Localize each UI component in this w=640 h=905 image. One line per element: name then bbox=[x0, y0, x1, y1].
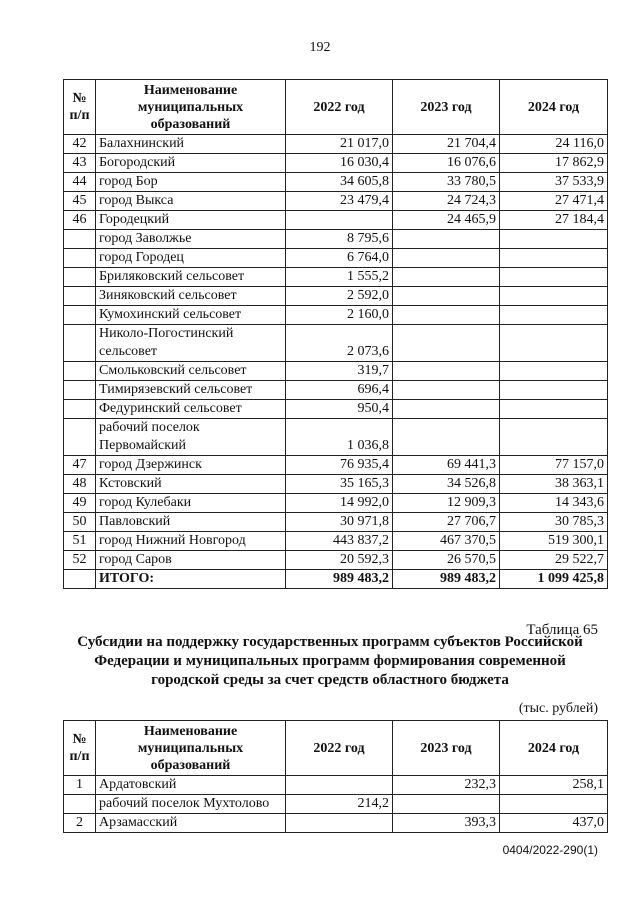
row-name: Смольковский сельсовет bbox=[96, 362, 286, 381]
row-2023 bbox=[393, 230, 500, 249]
row-number: 49 bbox=[64, 494, 96, 513]
row-2022: 35 165,3 bbox=[286, 475, 393, 494]
row-2023: 26 570,5 bbox=[393, 551, 500, 570]
row-2023: 16 076,6 bbox=[393, 154, 500, 173]
row-2024 bbox=[500, 362, 608, 381]
row-number bbox=[64, 230, 96, 249]
row-2024: 24 116,0 bbox=[500, 135, 608, 154]
row-2023 bbox=[393, 325, 500, 362]
row-2024 bbox=[500, 230, 608, 249]
row-name: Федуринский сельсовет bbox=[96, 400, 286, 419]
table-title: Субсидии на поддержку государственных программ субъектов Российской Федерации и муниципальных программ формирования современной городской среды за счет средств областного бюджета bbox=[77, 634, 583, 688]
row-2024 bbox=[500, 381, 608, 400]
header-2022: 2022 год bbox=[286, 80, 393, 135]
header-num: № п/п bbox=[64, 721, 96, 776]
row-name: город Заволжье bbox=[96, 230, 286, 249]
row-2022: 2 073,6 bbox=[286, 325, 393, 362]
row-2023: 12 909,3 bbox=[393, 494, 500, 513]
subsidies-table-65 bbox=[63, 720, 608, 833]
row-number bbox=[64, 795, 96, 814]
row-name: город Нижний Новгород bbox=[96, 532, 286, 551]
row-2023 bbox=[393, 249, 500, 268]
total-2024: 1 099 425,8 bbox=[500, 570, 608, 589]
row-number bbox=[64, 381, 96, 400]
header-name: Наименование муниципальных образований bbox=[96, 721, 286, 776]
row-name: Городецкий bbox=[96, 211, 286, 230]
total-2023: 989 483,2 bbox=[393, 570, 500, 589]
row-name: Кстовский bbox=[96, 475, 286, 494]
row-2024 bbox=[500, 325, 608, 362]
row-name: рабочий поселок Мухтолово bbox=[96, 795, 286, 814]
table-row bbox=[64, 532, 608, 551]
row-2024: 519 300,1 bbox=[500, 532, 608, 551]
table-row bbox=[64, 173, 608, 192]
row-2022: 34 605,8 bbox=[286, 173, 393, 192]
row-2023 bbox=[393, 362, 500, 381]
row-2024: 38 363,1 bbox=[500, 475, 608, 494]
row-name: Арзамасский bbox=[96, 814, 286, 833]
row-2022: 950,4 bbox=[286, 400, 393, 419]
row-2023: 24 465,9 bbox=[393, 211, 500, 230]
row-2024: 29 522,7 bbox=[500, 551, 608, 570]
row-2024 bbox=[500, 419, 608, 456]
row-2023: 33 780,5 bbox=[393, 173, 500, 192]
row-2023 bbox=[393, 419, 500, 456]
row-2022: 2 160,0 bbox=[286, 306, 393, 325]
row-name: Бриляковский сельсовет bbox=[96, 268, 286, 287]
header-2022: 2022 год bbox=[286, 721, 393, 776]
table-row bbox=[64, 381, 608, 400]
table-row bbox=[64, 249, 608, 268]
row-2024 bbox=[500, 268, 608, 287]
row-2022: 6 764,0 bbox=[286, 249, 393, 268]
row-number: 51 bbox=[64, 532, 96, 551]
row-2024: 437,0 bbox=[500, 814, 608, 833]
table-row bbox=[64, 192, 608, 211]
row-number: 45 bbox=[64, 192, 96, 211]
table-body bbox=[64, 776, 608, 833]
row-2023: 232,3 bbox=[393, 776, 500, 795]
row-2023 bbox=[393, 400, 500, 419]
row-2024: 17 862,9 bbox=[500, 154, 608, 173]
total-row bbox=[64, 570, 608, 589]
row-2024: 27 471,4 bbox=[500, 192, 608, 211]
row-number bbox=[64, 400, 96, 419]
row-name: Зиняковский сельсовет bbox=[96, 287, 286, 306]
row-2022 bbox=[286, 776, 393, 795]
row-2024 bbox=[500, 306, 608, 325]
total-label: ИТОГО: bbox=[96, 570, 286, 589]
table-row bbox=[64, 211, 608, 230]
row-number bbox=[64, 287, 96, 306]
table-row bbox=[64, 551, 608, 570]
row-name: город Городец bbox=[96, 249, 286, 268]
row-number bbox=[64, 419, 96, 456]
row-2022: 696,4 bbox=[286, 381, 393, 400]
row-number: 48 bbox=[64, 475, 96, 494]
row-2023: 21 704,4 bbox=[393, 135, 500, 154]
row-name: Тимирязевский сельсовет bbox=[96, 381, 286, 400]
row-number bbox=[64, 325, 96, 362]
row-2022: 443 837,2 bbox=[286, 532, 393, 551]
table-row bbox=[64, 494, 608, 513]
table-row bbox=[64, 776, 608, 795]
row-2024 bbox=[500, 795, 608, 814]
row-2024: 30 785,3 bbox=[500, 513, 608, 532]
row-name: город Кулебаки bbox=[96, 494, 286, 513]
row-2022: 16 030,4 bbox=[286, 154, 393, 173]
row-2023: 69 441,3 bbox=[393, 456, 500, 475]
row-2022: 1 036,8 bbox=[286, 419, 393, 456]
table-row bbox=[64, 795, 608, 814]
header-2023: 2023 год bbox=[393, 80, 500, 135]
row-2024: 14 343,6 bbox=[500, 494, 608, 513]
header-2024: 2024 год bbox=[500, 721, 608, 776]
total-2022: 989 483,2 bbox=[286, 570, 393, 589]
row-2022: 30 971,8 bbox=[286, 513, 393, 532]
row-2023: 34 526,8 bbox=[393, 475, 500, 494]
table-row bbox=[64, 475, 608, 494]
row-2022: 319,7 bbox=[286, 362, 393, 381]
row-number: 47 bbox=[64, 456, 96, 475]
table-row bbox=[64, 135, 608, 154]
row-2022: 2 592,0 bbox=[286, 287, 393, 306]
row-2022: 23 479,4 bbox=[286, 192, 393, 211]
row-number: 52 bbox=[64, 551, 96, 570]
row-2024: 258,1 bbox=[500, 776, 608, 795]
header-2024: 2024 год bbox=[500, 80, 608, 135]
table-row bbox=[64, 456, 608, 475]
row-2024 bbox=[500, 249, 608, 268]
table-row bbox=[64, 513, 608, 532]
row-2023: 393,3 bbox=[393, 814, 500, 833]
row-2022: 76 935,4 bbox=[286, 456, 393, 475]
row-name: рабочий поселок Первомайский bbox=[96, 419, 286, 456]
row-name: город Саров bbox=[96, 551, 286, 570]
table-label: Таблица 65 bbox=[526, 622, 598, 638]
row-number bbox=[64, 249, 96, 268]
table-row bbox=[64, 419, 608, 456]
row-2023: 24 724,3 bbox=[393, 192, 500, 211]
row-2022: 214,2 bbox=[286, 795, 393, 814]
row-name: Николо-Погостинский сельсовет bbox=[96, 325, 286, 362]
row-2024: 77 157,0 bbox=[500, 456, 608, 475]
table-row bbox=[64, 306, 608, 325]
row-2023: 467 370,5 bbox=[393, 532, 500, 551]
table-body bbox=[64, 135, 608, 570]
row-2023: 27 706,7 bbox=[393, 513, 500, 532]
row-name: город Бор bbox=[96, 173, 286, 192]
subsidies-table-continued bbox=[63, 79, 608, 589]
table-row bbox=[64, 362, 608, 381]
row-name: город Дзержинск bbox=[96, 456, 286, 475]
row-number: 44 bbox=[64, 173, 96, 192]
row-name: Богородский bbox=[96, 154, 286, 173]
row-2024: 37 533,9 bbox=[500, 173, 608, 192]
header-num: № п/п bbox=[64, 80, 96, 135]
row-number: 42 bbox=[64, 135, 96, 154]
row-2023 bbox=[393, 795, 500, 814]
table-row bbox=[64, 325, 608, 362]
row-name: Павловский bbox=[96, 513, 286, 532]
row-name: Балахнинский bbox=[96, 135, 286, 154]
table-row bbox=[64, 154, 608, 173]
table-row bbox=[64, 287, 608, 306]
units-label: (тыс. рублей) bbox=[518, 701, 598, 716]
row-name: Ардатовский bbox=[96, 776, 286, 795]
row-2023 bbox=[393, 268, 500, 287]
header-name: Наименование муниципальных образований bbox=[96, 80, 286, 135]
row-2022: 14 992,0 bbox=[286, 494, 393, 513]
row-2024: 27 184,4 bbox=[500, 211, 608, 230]
row-number bbox=[64, 268, 96, 287]
row-number: 50 bbox=[64, 513, 96, 532]
row-number: 46 bbox=[64, 211, 96, 230]
row-2023 bbox=[393, 381, 500, 400]
row-2023 bbox=[393, 306, 500, 325]
table-row bbox=[64, 268, 608, 287]
page-number: 192 bbox=[309, 40, 331, 55]
row-2024 bbox=[500, 287, 608, 306]
table-row bbox=[64, 230, 608, 249]
row-2022: 21 017,0 bbox=[286, 135, 393, 154]
header-2023: 2023 год bbox=[393, 721, 500, 776]
table-row bbox=[64, 400, 608, 419]
row-2022: 8 795,6 bbox=[286, 230, 393, 249]
row-2022 bbox=[286, 211, 393, 230]
row-number: 1 bbox=[64, 776, 96, 795]
row-name: город Выкса bbox=[96, 192, 286, 211]
row-2022 bbox=[286, 814, 393, 833]
row-number: 2 bbox=[64, 814, 96, 833]
document-code: 0404/2022-290(1) bbox=[502, 843, 598, 857]
row-2022: 20 592,3 bbox=[286, 551, 393, 570]
row-number: 43 bbox=[64, 154, 96, 173]
row-2024 bbox=[500, 400, 608, 419]
row-2022: 1 555,2 bbox=[286, 268, 393, 287]
row-name: Кумохинский сельсовет bbox=[96, 306, 286, 325]
row-number bbox=[64, 306, 96, 325]
row-number bbox=[64, 362, 96, 381]
row-2023 bbox=[393, 287, 500, 306]
table-row bbox=[64, 814, 608, 833]
